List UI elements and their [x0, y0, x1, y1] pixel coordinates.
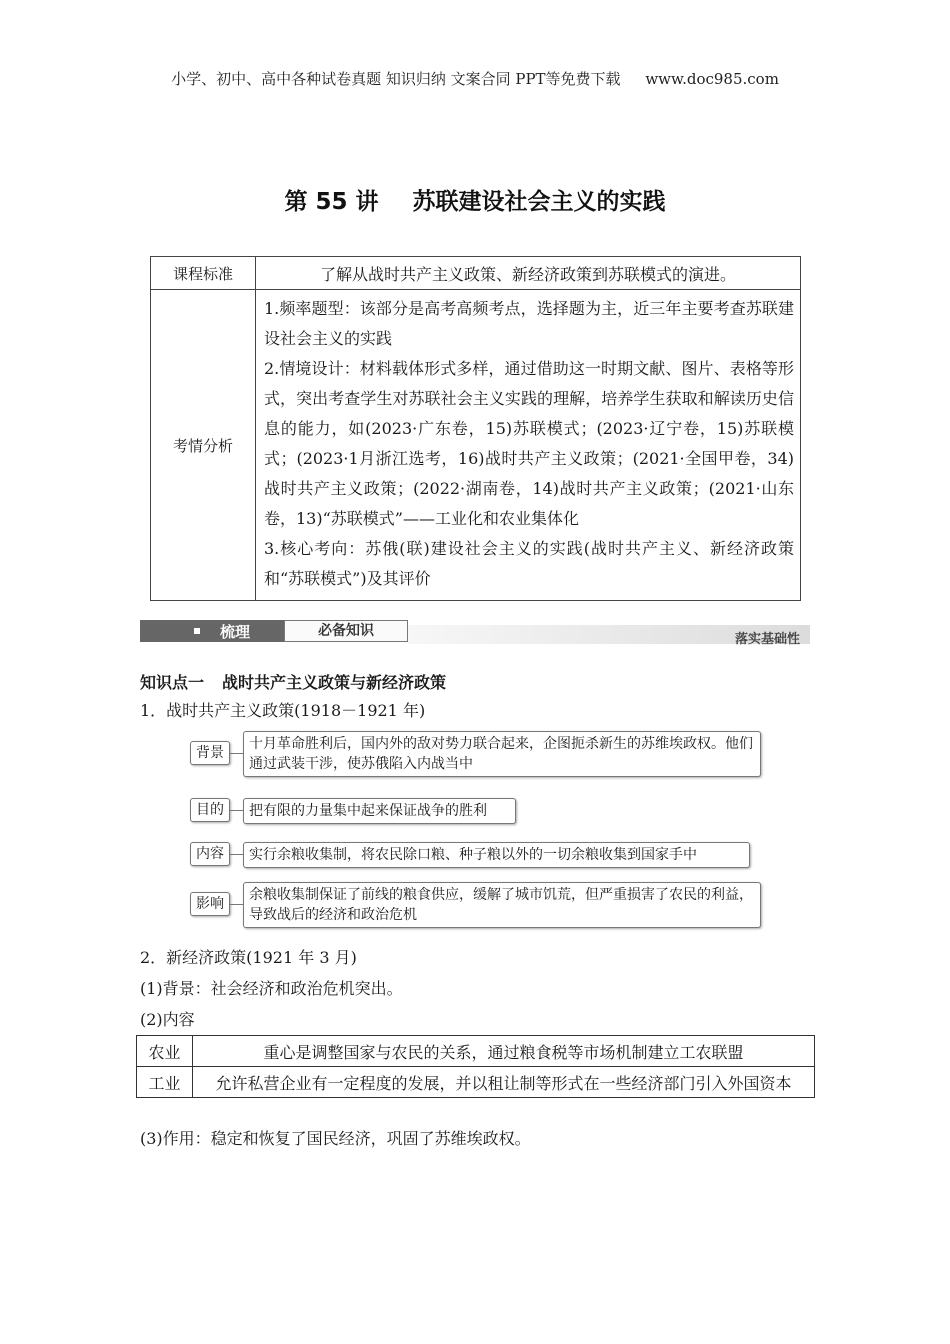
- standard-row: [151, 257, 801, 290]
- banner-bar-label: 梳理: [220, 623, 251, 641]
- section-banner: [140, 620, 810, 646]
- square-bullet-icon: [194, 628, 200, 634]
- flow-connector: [229, 753, 243, 754]
- info-table: [150, 256, 801, 601]
- flow-tag-content: 内容: [190, 842, 230, 866]
- flow-connector: [229, 854, 243, 855]
- sub-2: (2)内容: [140, 1010, 195, 1029]
- standard-label: 课程标准: [151, 257, 256, 290]
- nep-content: 允许私营企业有一定程度的发展，并以租让制等形式在一些经济部门引入外国资本: [193, 1067, 815, 1098]
- knowledge-heading-num: 知识点一: [140, 673, 205, 692]
- analysis-label: 考情分析: [151, 290, 256, 601]
- nep-sector: 工业: [137, 1067, 193, 1098]
- table-row: [137, 1036, 815, 1067]
- analysis-p2: 2.情境设计：材料载体形式多样，通过借助这一时期文献、图片、表格等形式，突出考查学生对苏联社会主义实践的理解，培养学生获取和解读历史信息的能力，如(2023·广东卷，15)苏联模式；(2023·辽宁卷，15)苏联模式；(2023·1月浙江选考，16)战时共产主义政策；(2021·全国甲卷，34)战时共产主义政策；(2022·湖南卷，14)战时共产主义政策；(2021·山东卷，13)“苏联模式”——工业化和农业集体化: [264, 359, 794, 528]
- item-2: 2．新经济政策(1921 年 3 月): [140, 948, 357, 967]
- lecture-number: 第 55 讲: [284, 189, 379, 215]
- flow-text-purpose: 把有限的力量集中起来保证战争的胜利: [243, 798, 516, 824]
- flow-tag-impact: 影响: [190, 892, 230, 916]
- analysis-p1: 1.频率题型：该部分是高考高频考点，选择题为主，近三年主要考查苏联建设社会主义的实践: [264, 299, 794, 348]
- nep-content: 重心是调整国家与农民的关系，通过粮食税等市场机制建立工农联盟: [193, 1036, 815, 1067]
- sub-1: (1)背景：社会经济和政治危机突出。: [140, 979, 403, 998]
- flow-text-background: 十月革命胜利后，国内外的敌对势力联合起来，企图扼杀新生的苏维埃政权。他们通过武装干涉，使苏俄陷入内战当中: [243, 731, 761, 777]
- lecture-title: 苏联建设社会主义的实践: [412, 189, 666, 215]
- knowledge-heading-title: 战时共产主义政策与新经济政策: [222, 673, 447, 692]
- banner-right-label: 落实基础性: [734, 632, 800, 647]
- banner-box-label: 必备知识: [284, 620, 408, 642]
- page-title: [0, 183, 950, 216]
- flow-tag-background: 背景: [190, 741, 230, 765]
- flow-connector: [229, 810, 243, 811]
- analysis-p3: 3.核心考向：苏俄(联)建设社会主义的实践(战时共产主义、新经济政策和“苏联模式”)及其评价: [264, 539, 794, 588]
- flow-text-content: 实行余粮收集制，将农民除口粮、种子粮以外的一切余粮收集到国家手中: [243, 842, 750, 868]
- flow-connector: [229, 904, 243, 905]
- banner-bar: [140, 620, 284, 642]
- page-header: [0, 68, 950, 89]
- nep-sector: 农业: [137, 1036, 193, 1067]
- analysis-cell: [256, 290, 801, 601]
- item-1: 1．战时共产主义政策(1918－1921 年): [140, 701, 426, 720]
- header-text: 小学、初中、高中各种试卷真题 知识归纳 文案合同 PPT等免费下载: [171, 70, 621, 88]
- table-row: [137, 1067, 815, 1098]
- flow-text-impact: 余粮收集制保证了前线的粮食供应，缓解了城市饥荒，但严重损害了农民的利益，导致战后的经济和政治危机: [243, 882, 761, 928]
- header-site: www.doc985.com: [645, 70, 779, 88]
- nep-table: [136, 1035, 815, 1098]
- knowledge-heading: [140, 670, 446, 693]
- analysis-row: [151, 290, 801, 601]
- sub-3: (3)作用：稳定和恢复了国民经济，巩固了苏维埃政权。: [140, 1129, 531, 1148]
- flow-tag-purpose: 目的: [190, 798, 230, 822]
- standard-text: 了解从战时共产主义政策、新经济政策到苏联模式的演进。: [256, 257, 801, 290]
